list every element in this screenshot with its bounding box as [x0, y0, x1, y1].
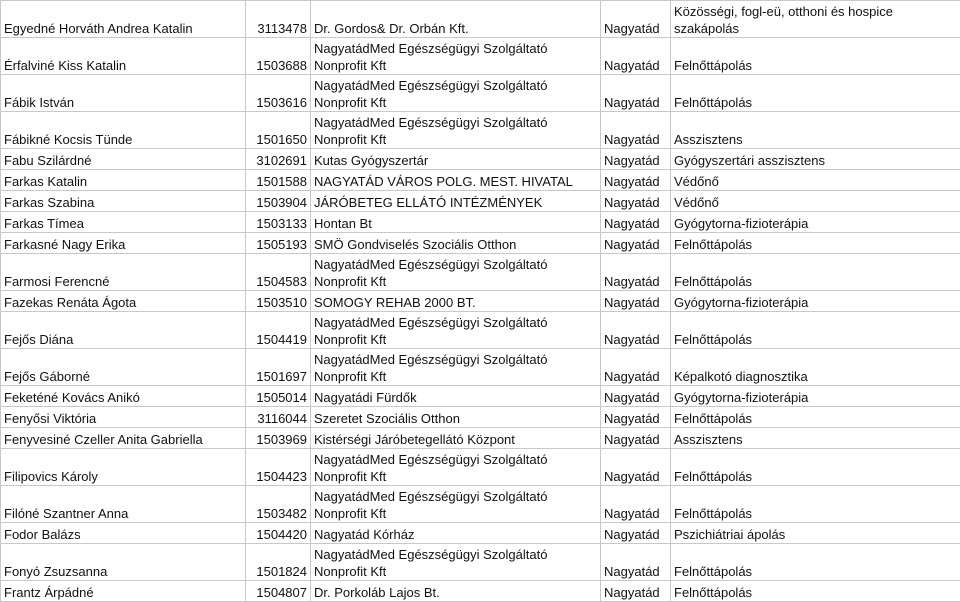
registration-number: 1501588 [246, 170, 311, 191]
table-row [1, 544, 960, 581]
city-name: Nagyatád [601, 233, 671, 254]
city-name: Nagyatád [601, 544, 671, 581]
specialty: Felnőttápolás [671, 581, 960, 602]
person-name: Filipovics Károly [1, 449, 246, 486]
employer-name: SOMOGY REHAB 2000 BT. [311, 291, 601, 312]
city-name: Nagyatád [601, 212, 671, 233]
registration-number: 1503510 [246, 291, 311, 312]
employer-name: Kistérségi Járóbetegellátó Központ [311, 428, 601, 449]
registration-number: 1501697 [246, 349, 311, 386]
specialty: Felnőttápolás [671, 486, 960, 523]
city-name: Nagyatád [601, 428, 671, 449]
person-name: Fonyó Zsuzsanna [1, 544, 246, 581]
table-row [1, 312, 960, 349]
person-name: Fenyősi Viktória [1, 407, 246, 428]
person-name: Farkas Katalin [1, 170, 246, 191]
specialty: Gyógytorna-fizioterápia [671, 212, 960, 233]
person-name: Fábikné Kocsis Tünde [1, 112, 246, 149]
person-name: Farmosi Ferencné [1, 254, 246, 291]
city-name: Nagyatád [601, 449, 671, 486]
employer-name: SMÖ Gondviselés Szociális Otthon [311, 233, 601, 254]
city-name: Nagyatád [601, 349, 671, 386]
city-name: Nagyatád [601, 170, 671, 191]
table-row [1, 212, 960, 233]
employer-name: Nagyatádi Fürdők [311, 386, 601, 407]
city-name: Nagyatád [601, 291, 671, 312]
specialty: Felnőttápolás [671, 312, 960, 349]
person-name: Fejős Gáborné [1, 349, 246, 386]
specialty: Gyógytorna-fizioterápia [671, 291, 960, 312]
employer-name: NagyatádMed Egészségügyi Szolgáltató Nonprofit Kft [311, 449, 601, 486]
table-row [1, 523, 960, 544]
specialty: Asszisztens [671, 428, 960, 449]
specialty: Felnőttápolás [671, 449, 960, 486]
table-row [1, 581, 960, 602]
city-name: Nagyatád [601, 407, 671, 428]
employer-name: NagyatádMed Egészségügyi Szolgáltató Nonprofit Kft [311, 312, 601, 349]
specialty: Közösségi, fogl-eü, otthoni és hospice szakápolás [671, 1, 960, 38]
person-name: Farkas Tímea [1, 212, 246, 233]
table-row [1, 428, 960, 449]
registration-number: 1503904 [246, 191, 311, 212]
person-name: Fabu Szilárdné [1, 149, 246, 170]
city-name: Nagyatád [601, 386, 671, 407]
person-name: Farkasné Nagy Erika [1, 233, 246, 254]
registration-number: 1503133 [246, 212, 311, 233]
employer-name: NagyatádMed Egészségügyi Szolgáltató Nonprofit Kft [311, 486, 601, 523]
specialty: Gyógyszertári asszisztens [671, 149, 960, 170]
registration-number: 1503616 [246, 75, 311, 112]
registration-number: 3113478 [246, 1, 311, 38]
specialty: Felnőttápolás [671, 544, 960, 581]
employer-name: Szeretet Szociális Otthon [311, 407, 601, 428]
specialty: Gyógytorna-fizioterápia [671, 386, 960, 407]
employer-name: Kutas Gyógyszertár [311, 149, 601, 170]
table-row [1, 349, 960, 386]
registration-number: 1504807 [246, 581, 311, 602]
registration-number: 1501650 [246, 112, 311, 149]
registration-number: 1503482 [246, 486, 311, 523]
city-name: Nagyatád [601, 112, 671, 149]
specialty: Felnőttápolás [671, 75, 960, 112]
registration-number: 1503969 [246, 428, 311, 449]
person-name: Egyedné Horváth Andrea Katalin [1, 1, 246, 38]
registration-number: 1503688 [246, 38, 311, 75]
registration-number: 1505014 [246, 386, 311, 407]
city-name: Nagyatád [601, 191, 671, 212]
registration-number: 1504423 [246, 449, 311, 486]
table-row [1, 233, 960, 254]
person-name: Frantz Árpádné [1, 581, 246, 602]
table-row [1, 75, 960, 112]
registration-number: 1504420 [246, 523, 311, 544]
person-name: Fenyvesiné Czeller Anita Gabriella [1, 428, 246, 449]
specialty: Felnőttápolás [671, 233, 960, 254]
table-row [1, 254, 960, 291]
employer-name: NagyatádMed Egészségügyi Szolgáltató Nonprofit Kft [311, 38, 601, 75]
registry-table-body [1, 1, 960, 602]
person-name: Farkas Szabina [1, 191, 246, 212]
city-name: Nagyatád [601, 149, 671, 170]
table-row [1, 191, 960, 212]
table-row [1, 449, 960, 486]
employer-name: NagyatádMed Egészségügyi Szolgáltató Nonprofit Kft [311, 349, 601, 386]
table-row [1, 291, 960, 312]
employer-name: NagyatádMed Egészségügyi Szolgáltató Nonprofit Kft [311, 544, 601, 581]
person-name: Fejős Diána [1, 312, 246, 349]
specialty: Felnőttápolás [671, 254, 960, 291]
city-name: Nagyatád [601, 312, 671, 349]
registration-number: 3116044 [246, 407, 311, 428]
person-name: Fazekas Renáta Ágota [1, 291, 246, 312]
person-name: Fodor Balázs [1, 523, 246, 544]
registration-number: 1504583 [246, 254, 311, 291]
specialty: Asszisztens [671, 112, 960, 149]
city-name: Nagyatád [601, 254, 671, 291]
employer-name: NagyatádMed Egészségügyi Szolgáltató Nonprofit Kft [311, 112, 601, 149]
city-name: Nagyatád [601, 486, 671, 523]
person-name: Érfalviné Kiss Katalin [1, 38, 246, 75]
person-name: Fábik István [1, 75, 246, 112]
table-row [1, 149, 960, 170]
person-name: Feketéné Kovács Anikó [1, 386, 246, 407]
registration-number: 1501824 [246, 544, 311, 581]
specialty: Pszichiátriai ápolás [671, 523, 960, 544]
city-name: Nagyatád [601, 75, 671, 112]
registration-number: 1505193 [246, 233, 311, 254]
city-name: Nagyatád [601, 38, 671, 75]
registration-number: 1504419 [246, 312, 311, 349]
city-name: Nagyatád [601, 523, 671, 544]
employer-name: Dr. Porkoláb Lajos Bt. [311, 581, 601, 602]
table-row [1, 386, 960, 407]
employer-name: Dr. Gordos& Dr. Orbán Kft. [311, 1, 601, 38]
table-row [1, 1, 960, 38]
specialty: Felnőttápolás [671, 407, 960, 428]
table-row [1, 407, 960, 428]
employer-name: NAGYATÁD VÁROS POLG. MEST. HIVATAL [311, 170, 601, 191]
specialty: Felnőttápolás [671, 38, 960, 75]
city-name: Nagyatád [601, 581, 671, 602]
table-row [1, 38, 960, 75]
specialty: Védőnő [671, 170, 960, 191]
employer-name: JÁRÓBETEG ELLÁTÓ INTÉZMÉNYEK [311, 191, 601, 212]
table-row [1, 170, 960, 191]
table-row [1, 112, 960, 149]
specialty: Védőnő [671, 191, 960, 212]
registration-number: 3102691 [246, 149, 311, 170]
employer-name: Hontan Bt [311, 212, 601, 233]
employer-name: NagyatádMed Egészségügyi Szolgáltató Nonprofit Kft [311, 254, 601, 291]
specialty: Képalkotó diagnosztika [671, 349, 960, 386]
employer-name: NagyatádMed Egészségügyi Szolgáltató Nonprofit Kft [311, 75, 601, 112]
person-name: Filóné Szantner Anna [1, 486, 246, 523]
city-name: Nagyatád [601, 1, 671, 38]
table-row [1, 486, 960, 523]
employer-name: Nagyatád Kórház [311, 523, 601, 544]
